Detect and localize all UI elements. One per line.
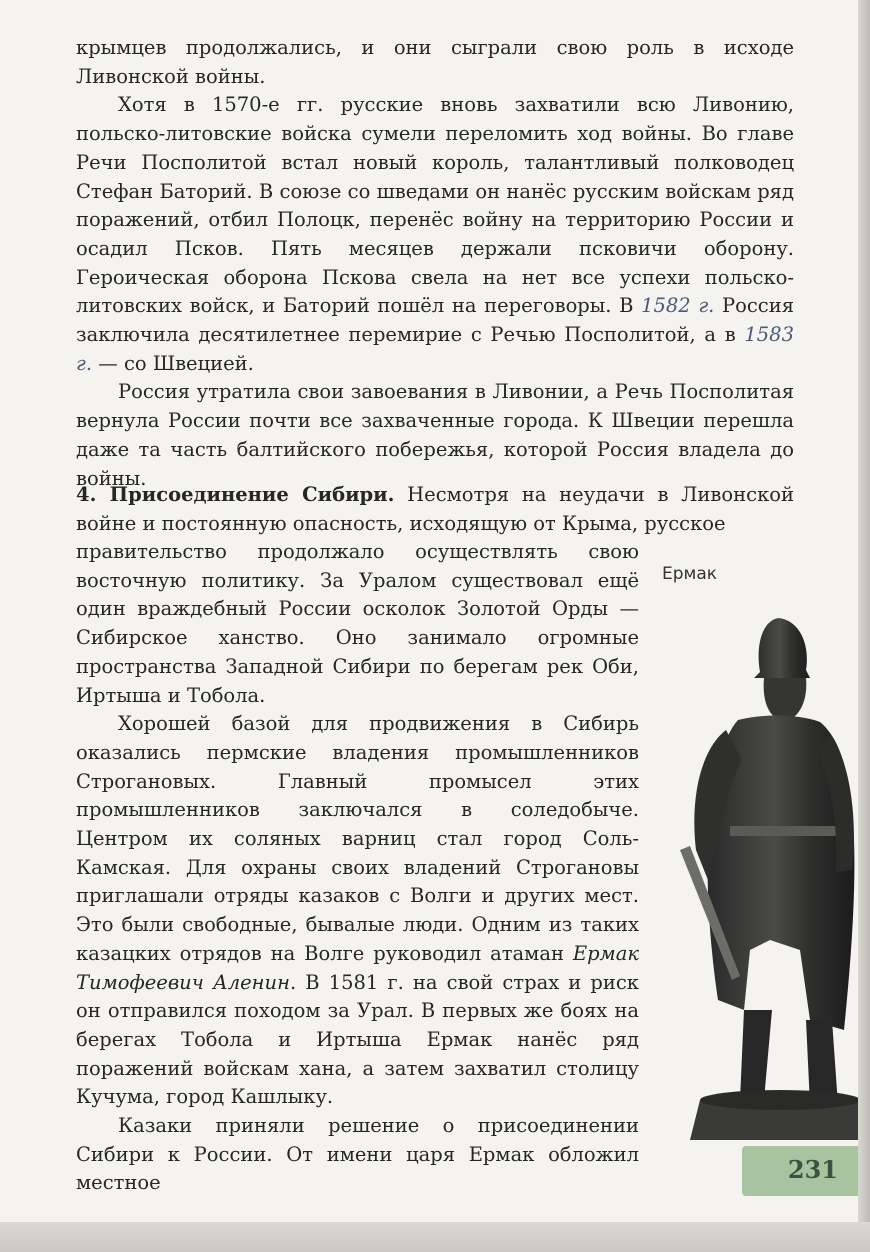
text-block-top xyxy=(76,34,794,493)
paragraph: крымцев продолжались, и они сыграли свою роль в исходе Ливонской войны. xyxy=(76,36,794,88)
person-name: Ермак Тимофеевич Аленин xyxy=(76,941,639,994)
paragraph: 4. Присоединение Сибири. Несмотря на неудачи в Ливонской войне и постоянную опасность, исходящую от Крыма, русское xyxy=(76,483,794,535)
paragraph: Хотя в 1570-е гг. русские вновь захватили всю Ливонию, польско-литовские войска сумели переломить ход войны. Во главе Речи Посполитой встал новый король, талантливый полководец Стефан Баторий. В союзе со шведами он нанёс русским войскам ряд поражений, отбил Полоцк, перенёс войну на территорию России и осадил Псков. Пять месяцев держали псковичи оборону. Героическая оборона Пскова свела на нет все успехи польско-литовских войск, и Баторий пошёл на переговоры. В 1582 г. Россия заключила десятилетнее перемирие с Речью Посполитой, а в 1583 г. — со Швецией. xyxy=(76,93,794,375)
page-number: 231 xyxy=(787,1155,838,1184)
statue-illustration xyxy=(660,600,858,1140)
scan-border xyxy=(0,1222,870,1252)
figure-caption: Ермак xyxy=(662,564,718,584)
paragraph: Хорошей базой для продвижения в Сибирь оказались пермские владения промышленников Строгановых. Главный промысел этих промышленников заключался в соледобыче. Центром их соляных варниц стал город Соль-Камская. Для охраны своих владений Строгановы приглашали отряды казаков с Волги и других мест. Это были свободные, бывалые люди. Одним из таких казацких отрядов на Волге руководил атаман Ермак Тимофеевич Аленин. В 1581 г. на свой страх и риск он отправился походом за Урал. В первых же боях на берегах Тобола и Иртыша Ермак нанёс ряд поражений войскам хана, а затем захватил столицу Кучума, город Кашлыку. xyxy=(76,712,639,1109)
text-block-column xyxy=(76,538,639,1198)
page-edge xyxy=(858,0,870,1222)
page-number-tab xyxy=(742,1146,858,1196)
paragraph: Казаки приняли решение о присоединении Сибири к России. От имени царя Ермак обложил местное xyxy=(76,1114,639,1195)
paragraph: Россия утратила свои завоевания в Ливонии, а Речь Посполитая вернула России почти все захваченные города. К Швеции перешла даже та часть балтийского побережья, которой Россия владела до войны. xyxy=(76,380,794,490)
section-intro xyxy=(76,481,794,538)
paragraph: правительство продолжало осуществлять свою восточную политику. За Уралом существовал ещё один враждебный России осколок Золотой Орды — Сибирское ханство. Оно занимало огромные пространства Западной Сибири по берегам рек Оби, Иртыша и Тобола. xyxy=(76,540,639,707)
date-1582: 1582 г. xyxy=(641,294,715,318)
date-1583: 1583 г. xyxy=(76,323,794,375)
section-heading: 4. Присоединение Сибири. xyxy=(76,483,395,506)
ermak-statue-image xyxy=(660,600,858,1140)
